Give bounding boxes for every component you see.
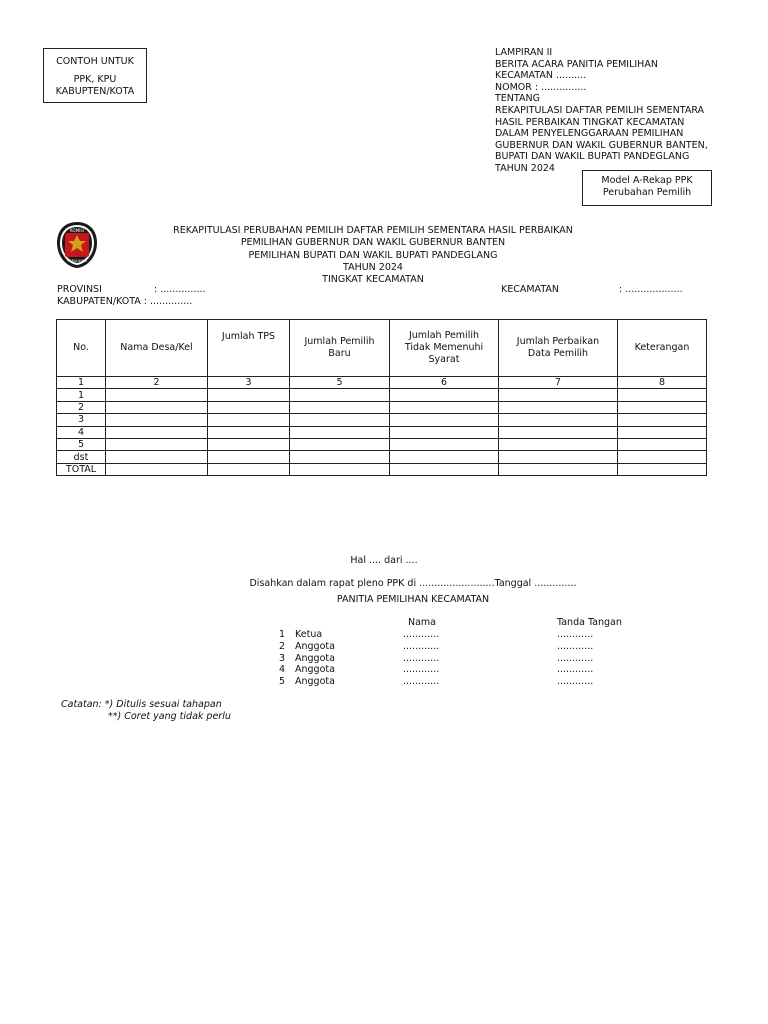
header-tidak-memenuhi: Jumlah Pemilih Tidak Memenuhi Syarat	[390, 320, 499, 377]
cell-perbaikan[interactable]	[499, 451, 618, 463]
cell-jumlah-tps[interactable]	[208, 451, 290, 463]
cell-nama-desa[interactable]	[106, 463, 208, 475]
cell-keterangan[interactable]	[618, 389, 707, 401]
cell-nama-desa[interactable]	[106, 414, 208, 426]
cell-keterangan[interactable]	[618, 414, 707, 426]
cell-pemilih-baru[interactable]	[290, 463, 390, 475]
member-row	[279, 653, 593, 665]
document-title	[130, 225, 616, 286]
num-cell: 3	[208, 377, 290, 389]
cell-perbaikan[interactable]	[499, 414, 618, 426]
cell-perbaikan[interactable]	[499, 438, 618, 450]
model-line-2: Perubahan Pemilih	[602, 187, 692, 198]
cell-tidak-memenuhi[interactable]	[390, 451, 499, 463]
kecamatan-value: : ...................	[619, 284, 683, 295]
cell-nama-desa[interactable]	[106, 438, 208, 450]
member-no: 3	[279, 652, 286, 664]
catatan-line-2: **) Coret yang tidak perlu	[108, 711, 231, 722]
cell-tidak-memenuhi[interactable]	[390, 389, 499, 401]
num-cell: 7	[499, 377, 618, 389]
total-label: TOTAL	[57, 463, 106, 475]
ttd-header: Tanda Tangan	[557, 617, 622, 628]
provinsi-label: PROVINSI	[57, 284, 102, 295]
member-ttd: ............	[557, 652, 594, 664]
header-keterangan: Keterangan	[618, 320, 707, 377]
member-no: 5	[279, 676, 286, 688]
header-nama-desa: Nama Desa/Kel	[106, 320, 208, 377]
lampiran-line: TENTANG	[495, 93, 540, 105]
num-cell: 2	[106, 377, 208, 389]
cell-jumlah-tps[interactable]	[208, 463, 290, 475]
member-ttd: ............	[557, 676, 594, 688]
cell-keterangan[interactable]	[618, 401, 707, 413]
member-role: Ketua	[295, 629, 323, 640]
table-row	[57, 426, 707, 438]
numbering-row	[57, 377, 707, 389]
member-no: 2	[279, 640, 286, 652]
table-row	[57, 389, 707, 401]
cell-tidak-memenuhi[interactable]	[390, 438, 499, 450]
cell-pemilih-baru[interactable]	[290, 426, 390, 438]
title-line: TINGKAT KECAMATAN	[322, 274, 424, 286]
cell-nama-desa[interactable]	[106, 451, 208, 463]
disahkan-line: Disahkan dalam rapat pleno PPK di .........................Tanggal ..............	[249, 578, 577, 589]
row-number: 4	[57, 426, 106, 438]
kecamatan-label: KECAMATAN	[501, 284, 559, 295]
cell-tidak-memenuhi[interactable]	[390, 414, 499, 426]
member-nama: ............	[403, 640, 440, 652]
title-line: REKAPITULASI PERUBAHAN PEMILIH DAFTAR PEMILIH SEMENTARA HASIL PERBAIKAN	[173, 225, 573, 236]
member-role: Anggota	[295, 640, 335, 652]
member-row	[279, 676, 593, 688]
table-header-row	[57, 320, 707, 377]
member-ttd: ............	[557, 640, 594, 652]
cell-jumlah-tps[interactable]	[208, 389, 290, 401]
member-role: Anggota	[295, 676, 335, 688]
contoh-line-2: PPK, KPU	[73, 73, 117, 85]
contoh-line-3: KABUPTEN/KOTA	[55, 86, 135, 97]
cell-jumlah-tps[interactable]	[208, 438, 290, 450]
row-number: 3	[57, 414, 106, 426]
cell-keterangan[interactable]	[618, 463, 707, 475]
member-no: 1	[279, 629, 286, 640]
member-ttd: ............	[557, 629, 594, 640]
nama-header: Nama	[408, 617, 437, 628]
provinsi-value: : ...............	[154, 284, 206, 295]
cell-pemilih-baru[interactable]	[290, 389, 390, 401]
cell-jumlah-tps[interactable]	[208, 426, 290, 438]
contoh-untuk-box	[43, 48, 147, 103]
cell-pemilih-baru[interactable]	[290, 451, 390, 463]
contoh-line-1: CONTOH UNTUK	[56, 56, 134, 67]
member-row	[279, 629, 593, 641]
cell-pemilih-baru[interactable]	[290, 401, 390, 413]
lampiran-line: GUBERNUR DAN WAKIL GUBERNUR BANTEN,	[495, 139, 708, 151]
member-no: 4	[279, 664, 286, 676]
model-box	[582, 170, 712, 206]
lampiran-line: DALAM PENYELENGGARAAN PEMILIHAN	[495, 128, 684, 140]
header-pemilih-baru: Jumlah Pemilih Baru	[290, 320, 390, 377]
page-indicator: Hal .... dari ....	[350, 555, 418, 566]
logo-bottom-text: PEMILIHAN	[67, 259, 87, 263]
cell-nama-desa[interactable]	[106, 426, 208, 438]
lampiran-line: NOMOR : ...............	[495, 81, 587, 93]
cell-keterangan[interactable]	[618, 451, 707, 463]
num-cell: 6	[390, 377, 499, 389]
member-role: Anggota	[295, 652, 335, 664]
table-row	[57, 451, 707, 463]
catatan-line-1: Catatan: *) Ditulis sesuai tahapan	[61, 699, 222, 710]
row-number: 1	[57, 389, 106, 401]
header-no: No.	[57, 320, 106, 377]
cell-tidak-memenuhi[interactable]	[390, 463, 499, 475]
cell-pemilih-baru[interactable]	[290, 414, 390, 426]
kpu-logo-icon	[56, 221, 98, 269]
table-row	[57, 438, 707, 450]
cell-keterangan[interactable]	[618, 438, 707, 450]
member-nama: ............	[403, 676, 440, 688]
header-jumlah-tps: Jumlah TPS	[208, 320, 290, 377]
lampiran-line: LAMPIRAN II	[495, 47, 553, 58]
lampiran-line: KECAMATAN ..........	[495, 70, 587, 82]
cell-keterangan[interactable]	[618, 426, 707, 438]
member-role: Anggota	[295, 664, 335, 676]
cell-jumlah-tps[interactable]	[208, 414, 290, 426]
num-cell: 5	[290, 377, 390, 389]
cell-perbaikan[interactable]	[499, 389, 618, 401]
cell-tidak-memenuhi[interactable]	[390, 426, 499, 438]
cell-perbaikan[interactable]	[499, 426, 618, 438]
lampiran-block	[495, 47, 755, 175]
table-row	[57, 401, 707, 413]
member-nama: ............	[403, 629, 440, 640]
title-line: PEMILIHAN GUBERNUR DAN WAKIL GUBERNUR BANTEN	[240, 237, 506, 249]
num-cell: 8	[618, 377, 707, 389]
cell-nama-desa[interactable]	[106, 389, 208, 401]
member-ttd: ............	[557, 664, 594, 676]
member-nama: ............	[403, 652, 440, 664]
model-line-1: Model A-Rekap PPK	[601, 175, 693, 186]
rekap-table	[56, 319, 707, 476]
lampiran-line: TAHUN 2024	[495, 162, 555, 174]
row-number: 2	[57, 401, 106, 413]
lampiran-line: HASIL PERBAIKAN TINGKAT KECAMATAN	[495, 116, 685, 128]
kabupaten-field: KABUPATEN/KOTA : ..............	[57, 296, 193, 307]
lampiran-line: REKAPITULASI DAFTAR PEMILIH SEMENTARA	[495, 104, 705, 116]
row-number: dst	[57, 451, 106, 463]
cell-perbaikan[interactable]	[499, 401, 618, 413]
lampiran-line: BERITA ACARA PANITIA PEMILIHAN	[495, 58, 658, 70]
table-row	[57, 414, 707, 426]
member-row	[279, 641, 593, 653]
cell-pemilih-baru[interactable]	[290, 438, 390, 450]
member-nama: ............	[403, 664, 440, 676]
member-row	[279, 664, 593, 676]
total-row	[57, 463, 707, 475]
row-number: 5	[57, 438, 106, 450]
title-line: TAHUN 2024	[343, 261, 403, 273]
lampiran-line: BUPATI DAN WAKIL BUPATI PANDEGLANG	[495, 151, 690, 163]
cell-perbaikan[interactable]	[499, 463, 618, 475]
panitia-heading: PANITIA PEMILIHAN KECAMATAN	[336, 594, 490, 605]
cell-nama-desa[interactable]	[106, 401, 208, 413]
cell-tidak-memenuhi[interactable]	[390, 401, 499, 413]
header-perbaikan: Jumlah Perbaikan Data Pemilih	[499, 320, 618, 377]
member-list	[279, 629, 593, 688]
logo-top-text: KOMISI	[70, 228, 84, 233]
title-line: PEMILIHAN BUPATI DAN WAKIL BUPATI PANDEGLANG	[248, 249, 498, 261]
num-cell: 1	[57, 377, 106, 389]
cell-jumlah-tps[interactable]	[208, 401, 290, 413]
